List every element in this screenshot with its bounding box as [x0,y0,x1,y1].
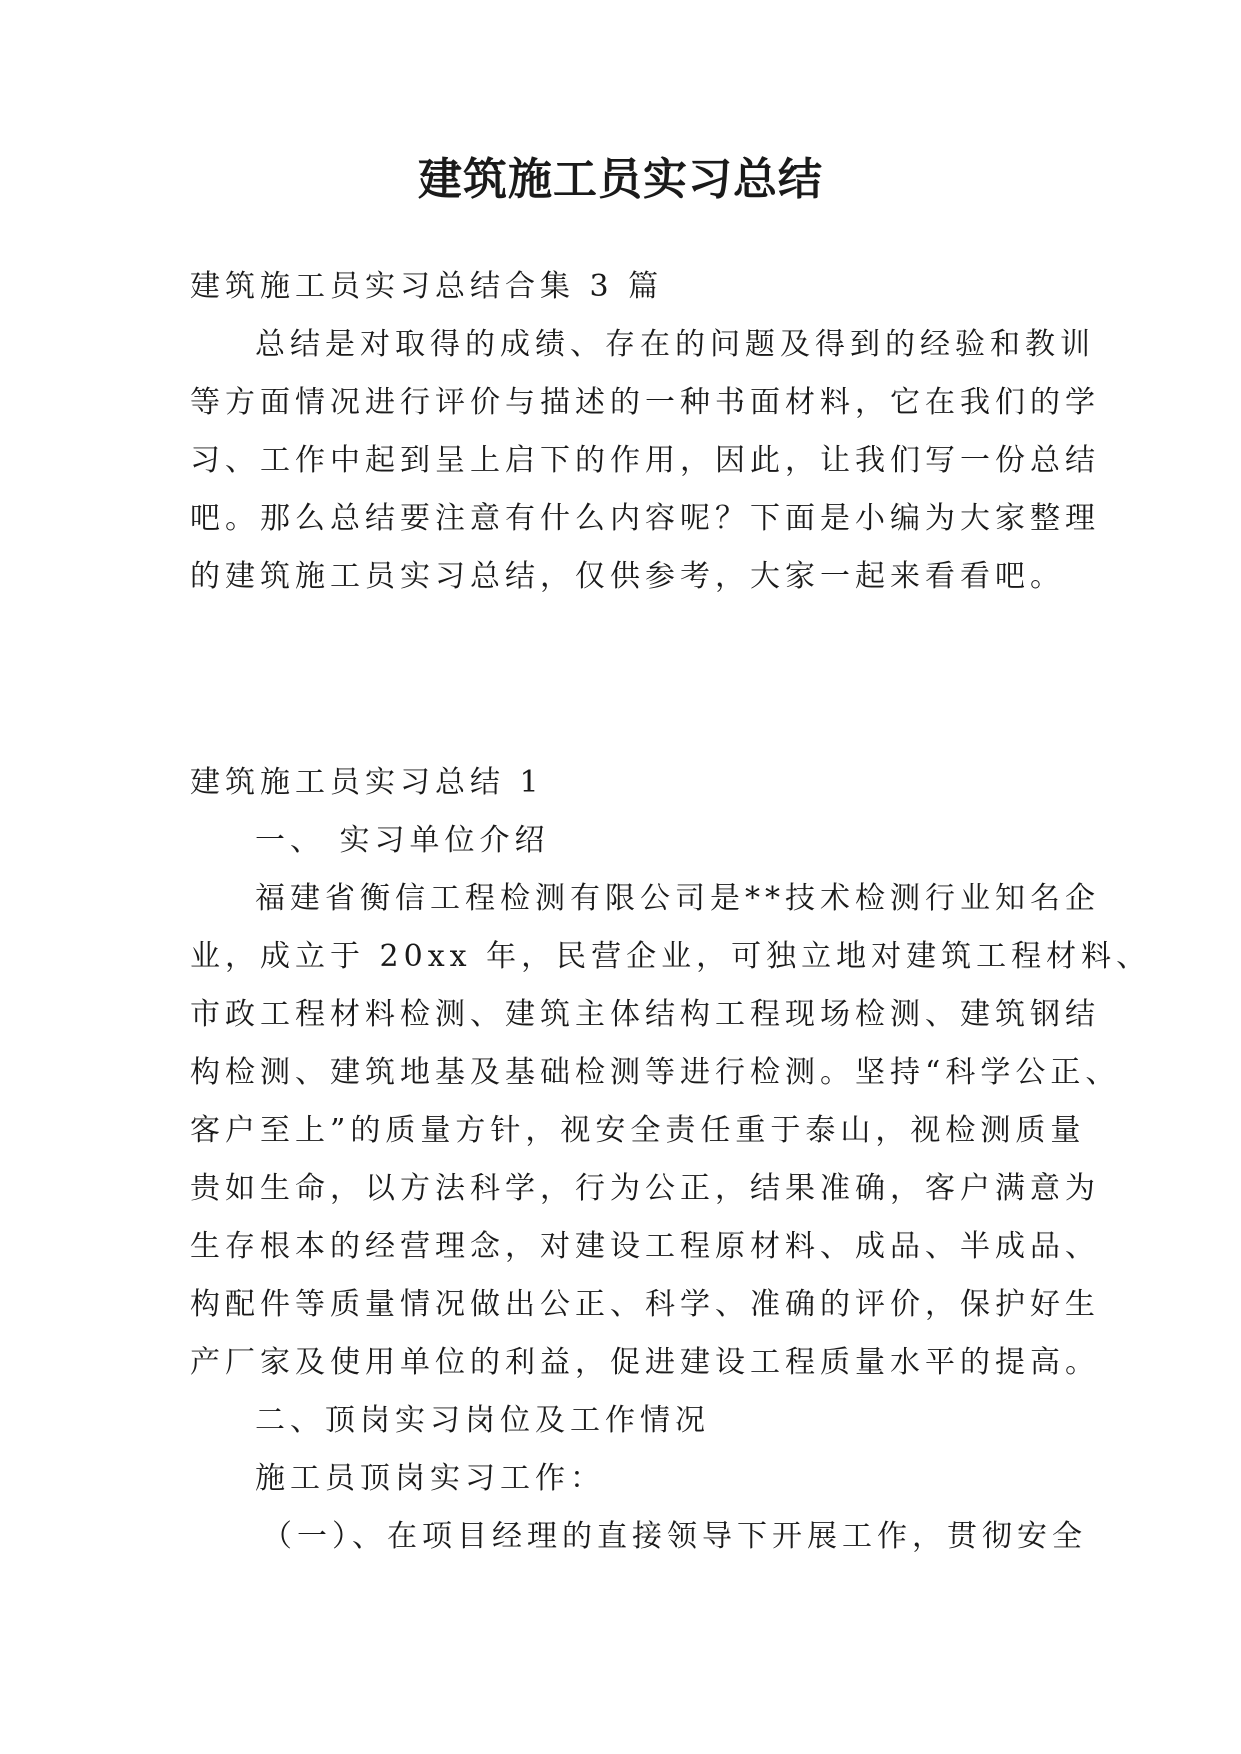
intro-paragraph-line: 等方面情况进行评价与描述的一种书面材料，它在我们的学 [190,385,1100,420]
intro-paragraph-line: 的建筑施工员实习总结，仅供参考，大家一起来看看吧。 [190,559,1065,594]
body-paragraph-line: 产厂家及使用单位的利益，促进建设工程质量水平的提高。 [190,1345,1100,1380]
body-paragraph-line: 生存根本的经营理念，对建设工程原材料、成品、半成品、 [190,1229,1100,1264]
subsection-heading: 二、顶岗实习岗位及工作情况 [255,1403,710,1438]
collection-heading: 建筑施工员实习总结合集 3 篇 [190,269,664,304]
intro-paragraph-line: 习、工作中起到呈上启下的作用，因此，让我们写一份总结 [190,443,1100,478]
body-paragraph-line: 构配件等质量情况做出公正、科学、准确的评价，保护好生 [190,1287,1100,1322]
body-paragraph-line: 福建省衡信工程检测有限公司是**技术检测行业知名企 [255,881,1100,916]
intro-paragraph-line: 吧。那么总结要注意有什么内容呢？下面是小编为大家整理 [190,501,1100,536]
section-heading: 建筑施工员实习总结 1 [190,765,544,800]
intro-paragraph-line: 总结是对取得的成绩、存在的问题及得到的经验和教训 [255,327,1095,362]
body-paragraph-line: （一）、在项目经理的直接领导下开展工作，贯彻安全 [262,1519,1087,1554]
body-paragraph-line: 贵如生命，以方法科学，行为公正，结果准确，客户满意为 [190,1171,1100,1206]
body-paragraph-line: 客户至上”的质量方针，视安全责任重于泰山，视检测质量 [190,1113,1086,1148]
body-paragraph-line: 业，成立于 20xx 年，民营企业，可独立地对建筑工程材料、 [190,939,1152,974]
body-paragraph-line: 市政工程材料检测、建筑主体结构工程现场检测、建筑钢结 [190,997,1100,1032]
body-paragraph-line: 施工员顶岗实习工作： [255,1461,605,1496]
document-title: 建筑施工员实习总结 [418,154,823,205]
subsection-heading: 一、 实习单位介绍 [255,823,550,858]
body-paragraph-line: 构检测、建筑地基及基础检测等进行检测。坚持“科学公正、 [190,1055,1121,1090]
